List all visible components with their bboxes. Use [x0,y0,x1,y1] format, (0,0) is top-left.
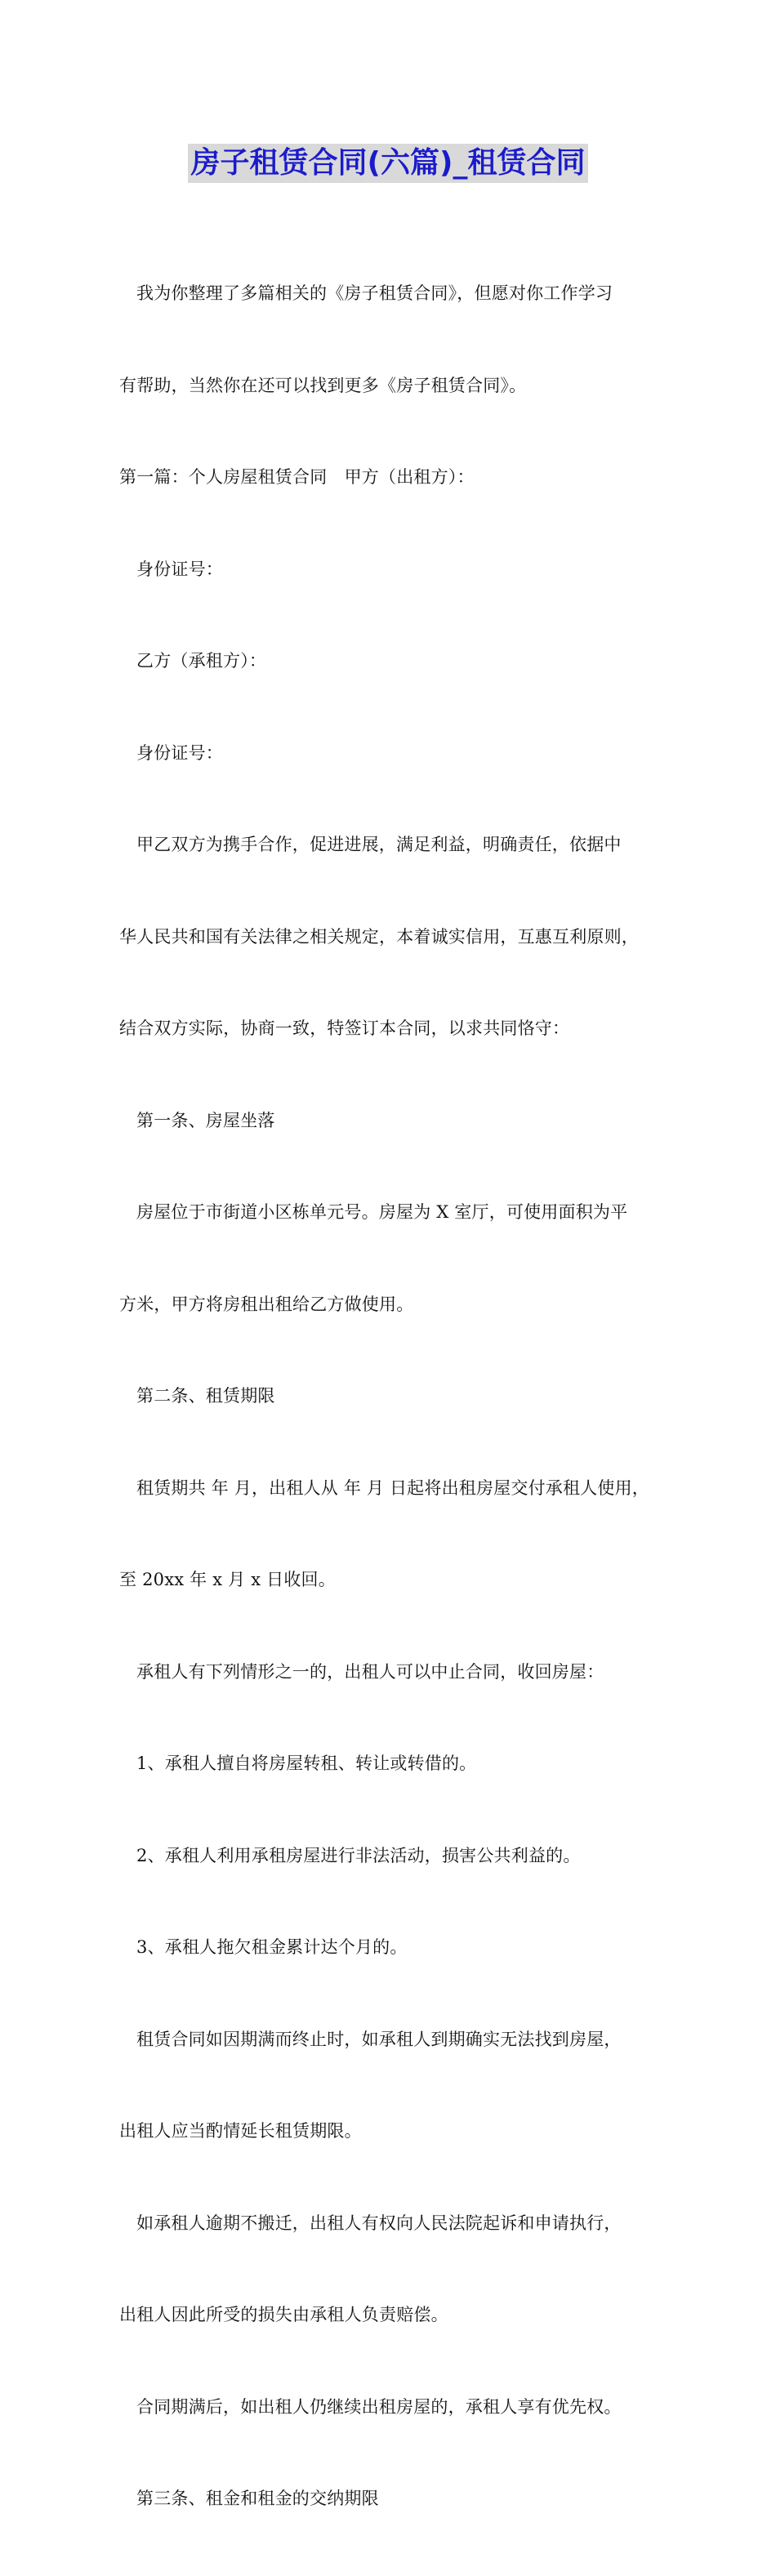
section-heading-line: 第一篇：个人房屋租赁合同 甲方（出租方）： [119,467,475,487]
body-line: 身份证号： [136,742,223,763]
article-heading-line: 第二条、租赁期限 [136,1386,275,1406]
body-line: 我为你整理了多篇相关的《房子租赁合同》，但愿对你工作学习 [136,283,613,303]
body-line: 华人民共和国有关法律之相关规定，本着诚实信用，互惠互利原则， [119,926,639,947]
body-line: 出租人因此所受的损失由承租人负责赔偿。 [119,2305,448,2324]
body-line: 承租人有下列情形之一的，出租人可以中止合同，收回房屋： [136,1661,604,1682]
body-line: 有帮助，当然你在还可以找到更多《房子租赁合同》。 [119,375,527,395]
body-line: 甲乙双方为携手合作，促进进展，满足利益，明确责任，依据中 [136,835,622,854]
body-line: 房屋位于市街道小区栋单元号。房屋为 X 室厅，可使用面积为平 [136,1202,628,1222]
body-line: 乙方（承租方）： [136,651,267,671]
body-lines [119,217,675,2576]
body-line: 出租人应当酌情延长租赁期限。 [119,2121,362,2141]
body-line: 合同期满后，如出租人仍继续出租房屋的，承租人享有优先权。 [136,2396,622,2417]
body-line: 租赁合同如因期满而终止时，如承租人到期确实无法找到房屋， [136,2029,622,2049]
list-item-line: 1、承租人擅自将房屋转租、转让或转借的。 [136,1754,477,1773]
article-heading-line: 第一条、房屋坐落 [136,1110,275,1130]
article-heading-line: 第三条、租金和租金的交纳期限 [136,2489,379,2508]
document-title: 房子租赁合同(六篇)_租赁合同 [188,144,589,183]
document-body [119,217,675,2576]
body-line: 至 20xx 年 x 月 x 日收回。 [119,1570,336,1589]
body-line: 结合双方实际，协商一致，特签订本合同，以求共同恪守： [119,1018,570,1038]
body-line: 身份证号： [136,559,223,579]
body-line: 租赁期共 年 月，出租人从 年 月 日起将出租房屋交付承租人使用， [136,1477,649,1498]
list-item-line: 3、承租人拖欠租金累计达个月的。 [136,1937,408,1957]
list-item-line: 2、承租人利用承租房屋进行非法活动，损害公共利益的。 [136,1845,581,1865]
body-line: 如承租人逾期不搬迁，出租人有权向人民法院起诉和申请执行， [136,2213,622,2233]
body-line: 方米，甲方将房租出租给乙方做使用。 [119,1294,414,1314]
title-container [0,144,776,183]
